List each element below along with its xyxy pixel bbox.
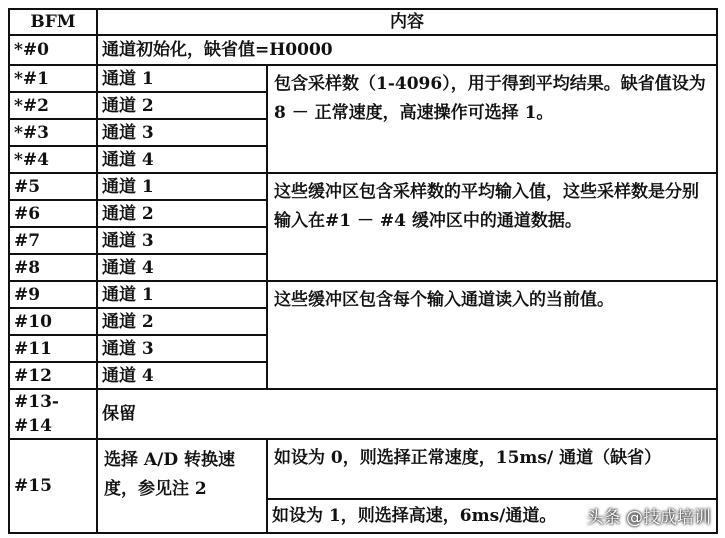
channel-cell: 通道 4	[97, 146, 267, 173]
header-row	[9, 9, 717, 35]
channel-cell: 通道 1	[97, 281, 267, 308]
channel-cell: 通道 4	[97, 362, 267, 389]
option-high-cell: 如设为 1，则选择高速，6ms/通道。	[267, 499, 717, 533]
channel-cell: 通道 3	[97, 227, 267, 254]
header-bfm: BFM	[9, 9, 97, 35]
content-cell: 通道初始化，缺省值=H0000	[97, 35, 717, 65]
bfm-cell: #5	[9, 173, 97, 200]
group-description: 这些缓冲区包含每个输入通道读入的当前值。	[267, 281, 717, 389]
bfm-cell: #11	[9, 335, 97, 362]
bfm-cell: #6	[9, 200, 97, 227]
channel-cell: 通道 2	[97, 308, 267, 335]
channel-cell: 通道 3	[97, 119, 267, 146]
table-row	[9, 65, 717, 92]
bfm-cell: #9	[9, 281, 97, 308]
channel-cell: 通道 3	[97, 335, 267, 362]
bfm-cell: #10	[9, 308, 97, 335]
channel-cell: 通道 1	[97, 65, 267, 92]
bfm-cell: #12	[9, 362, 97, 389]
bfm-cell: *#2	[9, 92, 97, 119]
bfm-cell: #13-#14	[9, 389, 97, 439]
bfm-cell: *#1	[9, 65, 97, 92]
channel-cell: 通道 2	[97, 92, 267, 119]
table-row	[9, 35, 717, 65]
bfm-cell: *#4	[9, 146, 97, 173]
speed-label-cell: 选择 A/D 转换速度，参见注 2	[97, 439, 267, 533]
bfm-cell: #15	[9, 439, 97, 533]
bfm-cell: *#3	[9, 119, 97, 146]
bfm-table	[8, 8, 718, 534]
group-description: 包含采样数（1-4096），用于得到平均结果。缺省值设为 8 － 正常速度，高速操作可选择 1。	[267, 65, 717, 173]
table-row	[9, 389, 717, 439]
channel-cell: 通道 2	[97, 200, 267, 227]
watermark: 头条 @技成培训	[586, 508, 711, 528]
table-row	[9, 439, 717, 499]
header-content: 内容	[97, 9, 717, 35]
table-row	[9, 173, 717, 200]
bfm-cell: *#0	[9, 35, 97, 65]
table-row	[9, 281, 717, 308]
bfm-cell: #8	[9, 254, 97, 281]
channel-cell: 通道 1	[97, 173, 267, 200]
content-cell: 保留	[97, 389, 717, 439]
option-normal-cell: 如设为 0，则选择正常速度，15ms/ 通道（缺省）	[267, 439, 717, 499]
channel-cell: 通道 4	[97, 254, 267, 281]
group-description: 这些缓冲区包含采样数的平均输入值，这些采样数是分别输入在#1 － #4 缓冲区中的通道数据。	[267, 173, 717, 281]
bfm-cell: #7	[9, 227, 97, 254]
